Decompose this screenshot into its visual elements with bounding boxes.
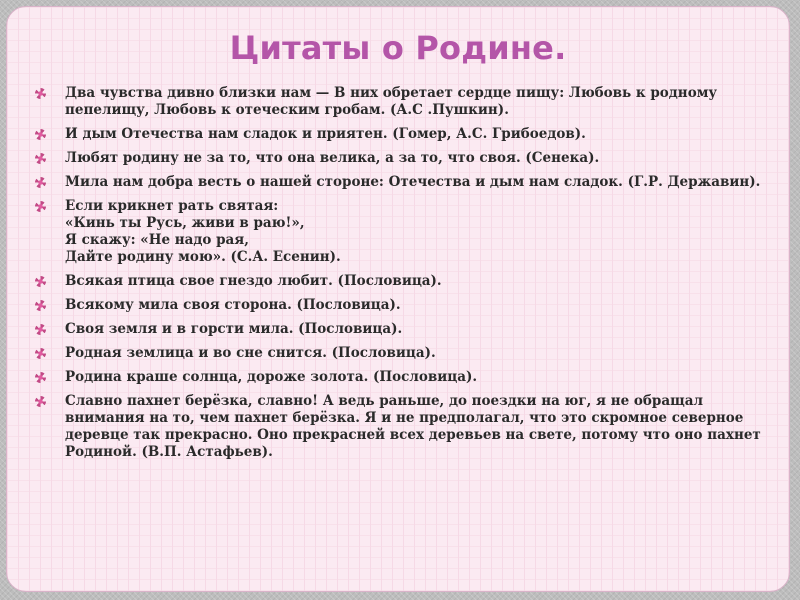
quote-line: Если крикнет рать святая: [65, 198, 279, 214]
quote-item [35, 393, 775, 461]
quote-line: Я скажу: «Не надо рая, [65, 232, 249, 248]
quote-item [35, 150, 775, 167]
content-card [6, 6, 790, 592]
flower-bullet-icon [35, 177, 46, 188]
quote-line: Мила нам добра весть о нашей стороне: Отечества и дым нам сладок. (Г.Р. Державин). [65, 174, 761, 190]
flower-bullet-icon [35, 153, 46, 164]
quote-item [35, 85, 775, 119]
quote-line: Славно пахнет берёзка, славно! А ведь раньше, до поездки на юг, я не обращал внимания на то, чем пахнет берёзка. Я и не предполагал, что это скромное северное деревце так прекрасно. Оно прекрасней всех деревьев на свете, потому что оно пахнет Родиной. (В.П. Астафьев). [65, 393, 761, 460]
quote-item [35, 321, 775, 338]
quote-item [35, 198, 775, 266]
quote-line: Своя земля и в горсти мила. (Пословица). [65, 321, 403, 337]
quote-item [35, 345, 775, 362]
quote-line: Любят родину не за то, что она велика, а за то, что своя. (Сенека). [65, 150, 600, 166]
quote-item [35, 174, 775, 191]
quote-item [35, 273, 775, 290]
flower-bullet-icon [35, 372, 46, 383]
quote-line: Всякая птица свое гнездо любит. (Пословица). [65, 273, 442, 289]
flower-bullet-icon [35, 396, 46, 407]
flower-bullet-icon [35, 348, 46, 359]
slide-title: Цитаты о Родине. [229, 29, 567, 67]
quote-line: Родина краше солнца, дороже золота. (Пословица). [65, 369, 478, 385]
flower-bullet-icon [35, 276, 46, 287]
flower-bullet-icon [35, 324, 46, 335]
quote-line: Дайте родину мою». (С.А. Есенин). [65, 249, 341, 265]
quote-item [35, 126, 775, 143]
flower-bullet-icon [35, 129, 46, 140]
quote-list [35, 85, 775, 468]
quote-item [35, 297, 775, 314]
flower-bullet-icon [35, 300, 46, 311]
quote-line: Родная землица и во сне снится. (Пословица). [65, 345, 436, 361]
quote-line: «Кинь ты Русь, живи в раю!», [65, 215, 305, 231]
flower-bullet-icon [35, 88, 46, 99]
quote-line: Всякому мила своя сторона. (Пословица). [65, 297, 401, 313]
flower-bullet-icon [35, 201, 46, 212]
quote-line: Два чувства дивно близки нам — В них обретает сердце пищу: Любовь к родному пепелищу, Любовь к отеческим гробам. (А.С .Пушкин). [65, 85, 718, 118]
quote-item [35, 369, 775, 386]
quote-line: И дым Отечества нам сладок и приятен. (Гомер, А.С. Грибоедов). [65, 126, 586, 142]
